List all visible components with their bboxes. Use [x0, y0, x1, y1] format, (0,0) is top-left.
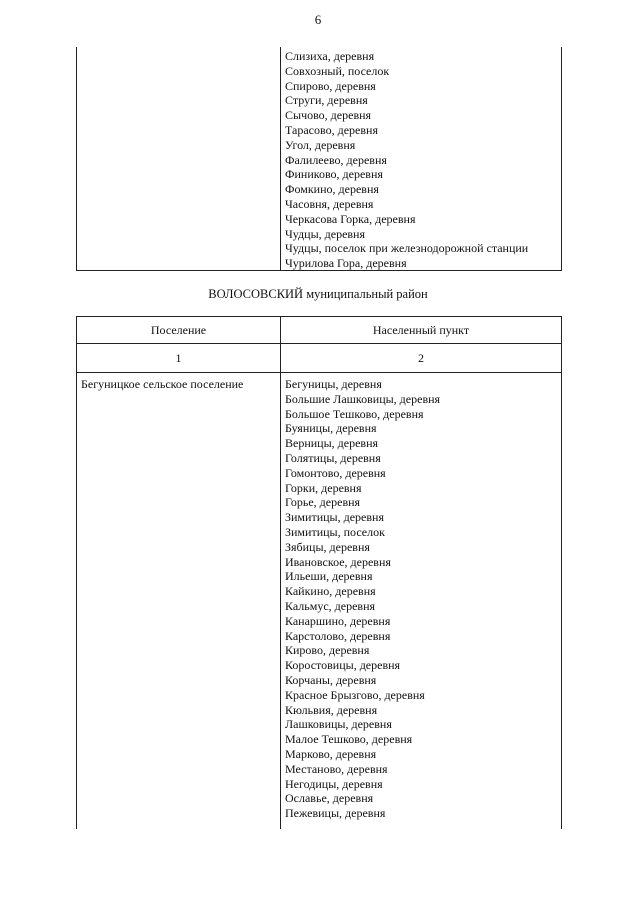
list-item: Гомонтово, деревня [285, 465, 386, 480]
list-item: Кайкино, деревня [285, 584, 376, 599]
continued-locality-list [285, 49, 528, 271]
list-item: Пежевицы, деревня [285, 806, 386, 821]
list-item: Горки, деревня [285, 480, 362, 495]
list-item: Чурилова Гора, деревня [285, 256, 407, 271]
list-item: Верницы, деревня [285, 436, 379, 451]
list-item: Корчаны, деревня [285, 672, 377, 687]
list-item: Зимитицы, деревня [285, 510, 384, 525]
locality-list [285, 377, 440, 821]
settlement-name: Бегуницкое сельское поселение [81, 377, 244, 391]
list-item: Ославье, деревня [285, 791, 374, 806]
list-item: Слизиха, деревня [285, 49, 375, 63]
list-item: Голятицы, деревня [285, 450, 381, 465]
list-item: Карстолово, деревня [285, 628, 391, 643]
list-item: Ивановское, деревня [285, 554, 391, 569]
list-item: Кюльвия, деревня [285, 702, 378, 717]
header-locality: Населенный пункт [372, 323, 470, 337]
list-item: Местаново, деревня [285, 761, 388, 776]
list-item: Марково, деревня [285, 746, 377, 761]
list-item: Спирово, деревня [285, 78, 376, 93]
list-item: Ильеши, деревня [285, 569, 373, 584]
number-row-divider [77, 372, 561, 373]
list-item: Часовня, деревня [285, 196, 374, 211]
list-item: Угол, деревня [285, 137, 356, 152]
list-item: Коростовицы, деревня [285, 658, 401, 673]
list-item: Сычово, деревня [285, 108, 372, 123]
list-item: Большое Тешково, деревня [285, 406, 424, 421]
list-item: Черкасова Горка, деревня [285, 211, 416, 226]
column-number-2: 2 [418, 351, 424, 365]
settlements-table [76, 316, 562, 829]
list-item: Горье, деревня [285, 495, 361, 510]
continued-table [76, 47, 562, 271]
list-item: Струги, деревня [285, 93, 368, 108]
list-item: Фалилеево, деревня [285, 152, 387, 167]
list-item: Кальмус, деревня [285, 598, 376, 613]
column-number-1: 1 [175, 351, 182, 365]
list-item: Чудцы, поселок при железнодорожной станции [285, 241, 529, 256]
list-item: Кирово, деревня [285, 643, 370, 658]
header-row-divider [77, 343, 561, 344]
list-item: Буяницы, деревня [285, 421, 377, 436]
column-divider [280, 47, 281, 270]
list-item: Большие Лашковицы, деревня [285, 391, 441, 406]
list-item: Чудцы, деревня [285, 226, 365, 241]
header-settlement: Поселение [150, 323, 207, 337]
list-item: Канаршино, деревня [285, 613, 391, 628]
column-divider [280, 317, 281, 829]
list-item: Лашковицы, деревня [285, 717, 392, 732]
list-item: Красное Брызгово, деревня [285, 687, 425, 702]
list-item: Зимитицы, поселок [285, 524, 385, 539]
list-item: Негодицы, деревня [285, 776, 383, 791]
list-item: Зябицы, деревня [285, 539, 370, 554]
district-title: ВОЛОСОВСКИЙ муниципальный район [208, 287, 428, 301]
list-item: Бегуницы, деревня [285, 377, 382, 391]
list-item: Совхозный, поселок [285, 63, 390, 78]
list-item: Фомкино, деревня [285, 182, 379, 197]
list-item: Финиково, деревня [285, 167, 383, 182]
page-number: 6 [314, 12, 322, 27]
list-item: Малое Тешково, деревня [285, 732, 413, 747]
list-item: Тарасово, деревня [285, 122, 378, 137]
